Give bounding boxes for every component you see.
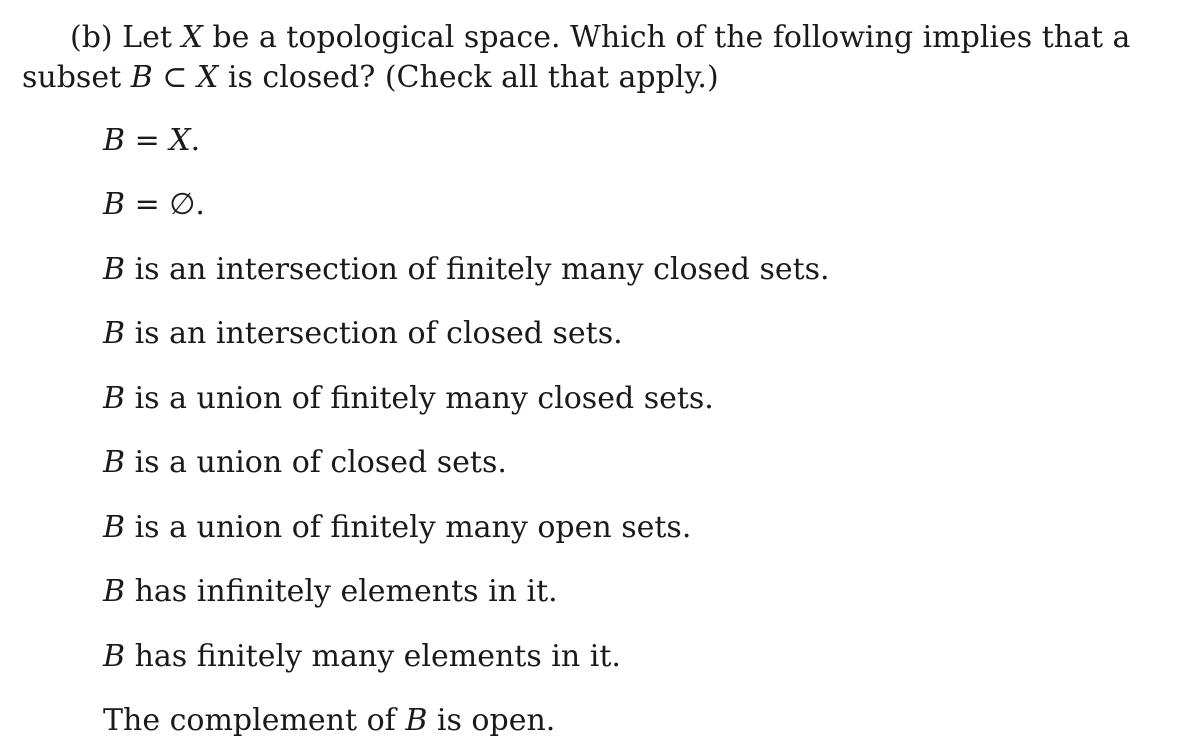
math-variable-b: B [103,187,126,222]
math-variable-b: B [103,639,126,674]
option-suffix: is a union of finitely many open sets. [125,510,692,545]
math-variable-b: B [405,703,428,738]
option-text [103,249,830,291]
option-suffix: . [190,123,201,158]
option-suffix: is an intersection of finitely many closed sets. [125,252,830,287]
math-relation: = [125,123,170,158]
option-suffix: is open. [427,703,556,738]
math-variable-b: B [103,316,126,351]
math-rhs: X [169,123,191,158]
question-text-2: be a topological space. Which of the following implies that a subset [22,20,1131,95]
subset-symbol: ⊂ [162,60,188,95]
option-prefix: The complement of [103,703,406,738]
option-text [103,184,205,226]
option-text [103,120,200,162]
math-variable-b: B [103,252,126,287]
math-rhs: ∅ [169,187,196,222]
math-variable-b: B [103,381,126,416]
math-variable-b: B [103,123,126,158]
math-variable-b: B [130,60,153,95]
option-text [103,507,691,549]
option-suffix: has infinitely elements in it. [125,574,558,609]
math-variable-x: X [181,20,203,55]
question-text-3: is closed? (Check all that apply.) [227,60,719,95]
option-suffix: is an intersection of closed sets. [125,316,623,351]
math-variable-b: B [103,445,126,480]
math-variable-x-2: X [196,60,219,95]
part-label: (b) [70,20,113,55]
math-variable-b: B [103,510,126,545]
option-text [103,700,555,742]
option-text [103,571,558,613]
math-variable-b: B [103,574,126,609]
question-prompt [22,18,1172,98]
option-text [103,636,621,678]
option-text [103,313,623,355]
question-text-1: Let [122,20,172,55]
option-text [103,378,714,420]
option-suffix: is a union of closed sets. [125,445,507,480]
option-suffix: has finitely many elements in it. [125,639,621,674]
option-text [103,442,507,484]
option-suffix: . [195,187,205,222]
option-suffix: is a union of finitely many closed sets. [125,381,714,416]
math-relation: = [125,187,170,222]
